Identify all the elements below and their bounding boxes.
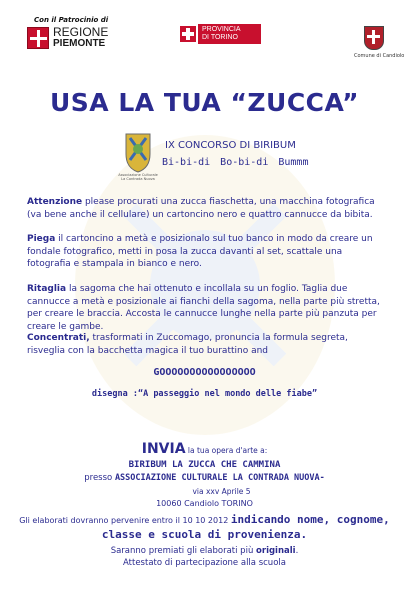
provincia-cross-icon: [180, 26, 196, 42]
presso-label: presso: [84, 473, 115, 483]
paragraph-piega: [27, 233, 387, 271]
paragraph-piega-text: il cartoncino a metà e posizionalo sul tuo banco in modo da creare un fondale fotografico, metti in posa la zucca davanti al set, scattale una fotografia e stampala in bianco e nero.: [27, 234, 373, 269]
magic-formula: Bi-bi-di Bo-bi-di Bummm: [162, 157, 309, 168]
invia-line: [0, 438, 409, 457]
regione-label: REGIONE: [53, 25, 109, 39]
address-association: [0, 473, 409, 483]
premiati-line: [0, 546, 409, 556]
provincia-torino-logo: [180, 24, 261, 44]
paragraph-concentrati-bold: Concentrati,: [27, 333, 90, 343]
paragraph-attenzione: [27, 196, 387, 221]
regione-piemonte-logo: [27, 27, 108, 49]
association-emblem-icon: [120, 130, 156, 174]
concorso-label: IX CONCORSO DI BIRIBUM: [165, 140, 296, 151]
disegna-theme: disegna :“A passeggio nel mondo delle fiabe”: [91, 389, 318, 399]
address-recipient: BIRIBUM LA ZUCCA CHE CAMMINA: [128, 460, 281, 470]
goo-line: GOOOOOOOOOOOOOOOO: [153, 367, 256, 378]
premiati-text: Saranno premiati gli elaborati più: [110, 546, 257, 556]
paragraph-ritaglia-text: la sagoma che hai ottenuto e incollala su un foglio. Taglia due cannucce a metà e posizionale ai fianchi della sagoma, nella parte più stretta, per creare le braccia. Accosta le cannucce lunghe nella parte più panzuta per creare le gambe.: [27, 284, 380, 332]
deadline-text: Gli elaborati dovranno pervenire entro il 10 10 2012: [19, 516, 231, 525]
deadline-bold-2: classe e scuola di provenienza.: [101, 528, 308, 541]
address-street: via xxv Aprile 5: [192, 487, 251, 496]
attestato-line: Attestato di partecipazione alla scuola: [123, 558, 286, 568]
paragraph-ritaglia: [27, 283, 387, 333]
premiati-end: .: [295, 546, 299, 556]
paragraph-concentrati: [27, 332, 387, 357]
paragraph-concentrati-text: trasformati in Zuccomago, pronuncia la formula segreta, risveglia con la bacchetta magica il tuo burattino and: [27, 333, 348, 356]
invia-text: la tua opera d'arte a:: [185, 446, 268, 455]
address-city: 10060 Candiolo TORINO: [156, 499, 253, 508]
deadline-bold-1: indicando nome, cognome,: [230, 513, 390, 526]
paragraph-ritaglia-bold: Ritaglia: [27, 284, 67, 294]
paragraph-attenzione-text: please procurati una zucca fiaschetta, una macchina fotografica (va bene anche il cellulare) un cartoncino nero e quattro cannucce da bibita.: [27, 197, 375, 220]
deadline-line: [0, 513, 409, 526]
comune-candiolo-logo: [354, 26, 405, 59]
piemonte-shield-icon: [27, 27, 49, 49]
paragraph-piega-bold: Piega: [27, 234, 56, 244]
invia-label: INVIA: [141, 441, 186, 457]
piemonte-label: PIEMONTE: [53, 38, 106, 49]
emblem-caption: Associazione Culturale La Contrada Nuova: [118, 173, 158, 181]
candiolo-crest-icon: [364, 26, 384, 50]
di-torino-label: DI TORINO: [202, 34, 238, 41]
provincia-label: PROVINCIA: [202, 26, 241, 33]
comune-label: Comune di Candiolo: [354, 53, 405, 59]
paragraph-attenzione-bold: Attenzione: [27, 197, 83, 207]
premiati-bold: originali: [256, 546, 296, 556]
poster-title: USA LA TUA “ZUCCA”: [49, 88, 359, 117]
patronage-label: Con il Patrocinio di: [34, 16, 109, 24]
association-name: ASSOCIAZIONE CULTURALE LA CONTRADA NUOVA-: [114, 473, 325, 483]
